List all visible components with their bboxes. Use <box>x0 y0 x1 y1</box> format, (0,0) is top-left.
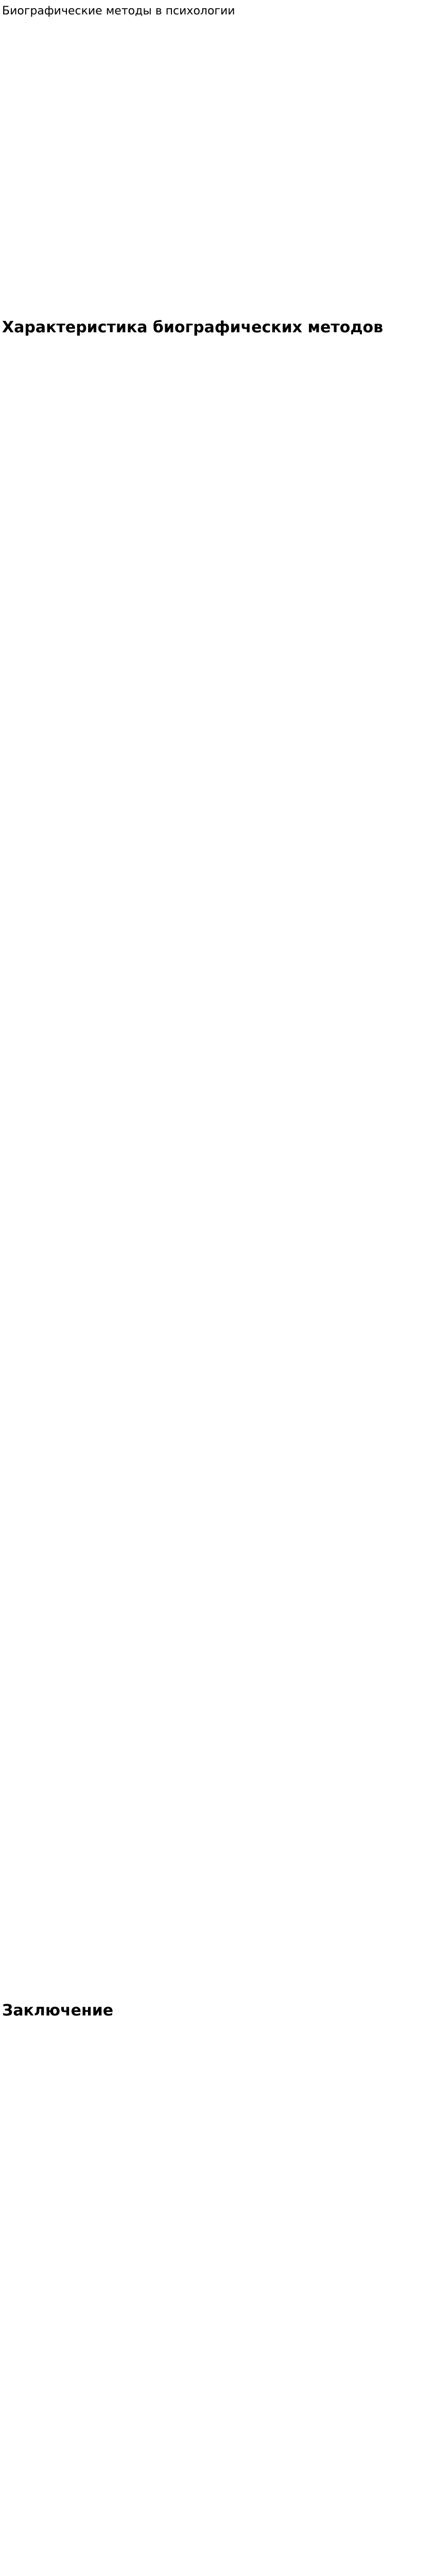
intro-paragraph <box>2 23 434 311</box>
section-heading-conclusion: Заключение <box>2 2002 114 2020</box>
conclusion-paragraph <box>2 2029 434 2576</box>
page-title: Биографические методы в психологии <box>2 5 235 18</box>
characteristics-paragraph <box>2 346 434 1994</box>
section-heading-characteristics: Характеристика биографических методов <box>2 318 383 336</box>
